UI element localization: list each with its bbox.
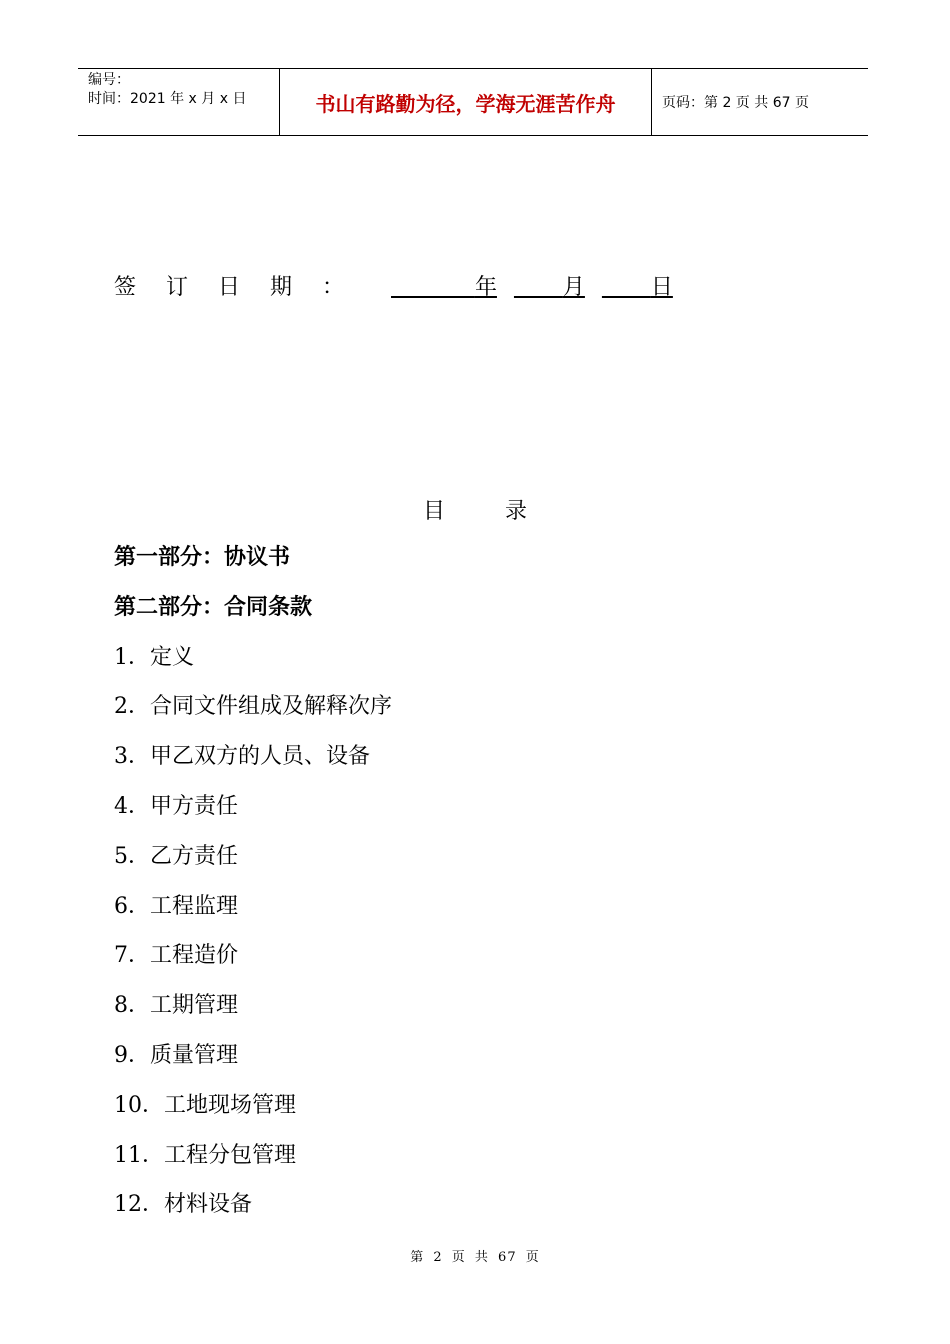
toc-item: 10．工地现场管理: [114, 1092, 296, 1118]
signing-date-line: [114, 270, 673, 301]
toc-item: 8．工期管理: [114, 993, 238, 1019]
toc-item: 4．甲方责任: [114, 793, 238, 819]
toc-item: 第二部分：合同条款: [114, 594, 313, 620]
page-footer: 第 2 页 共 67 页: [410, 1250, 540, 1265]
toc-item: 7．工程造价: [114, 943, 238, 969]
header-page-info: 页码：第 2 页 共 67 页: [662, 95, 809, 111]
header-motto: 书山有路勤为径，学海无涯苦作舟: [280, 69, 652, 135]
toc-item: 5．乙方责任: [114, 843, 238, 869]
toc-item: 3．甲乙双方的人员、设备: [114, 744, 370, 770]
toc-item: 第一部分：协议书: [114, 545, 291, 570]
signing-day-label: 日: [650, 275, 673, 300]
header-meta: [78, 69, 280, 135]
toc-item: 1．定义: [114, 644, 194, 670]
toc-item: 9．质量管理: [114, 1042, 238, 1068]
toc-item: 2．合同文件组成及解释次序: [114, 694, 392, 720]
toc-item: 12．材料设备: [114, 1192, 252, 1218]
signing-month-blank: [514, 270, 585, 301]
document-time-label: 时间：2021 年 x 月 x 日: [88, 91, 247, 107]
toc-item: 11．工程分包管理: [114, 1142, 296, 1168]
table-of-contents: [114, 540, 392, 1237]
document-number-label: 编号：: [88, 72, 130, 88]
signing-day-blank: [602, 270, 673, 301]
signing-year-label: 年: [474, 275, 497, 300]
toc-title: 目录: [422, 499, 587, 524]
signing-date-label: 签订日期：: [114, 275, 375, 300]
signing-year-blank: [391, 270, 497, 301]
page-header: [78, 68, 868, 136]
toc-item: 6．工程监理: [114, 893, 238, 919]
signing-month-label: 月: [562, 275, 585, 300]
